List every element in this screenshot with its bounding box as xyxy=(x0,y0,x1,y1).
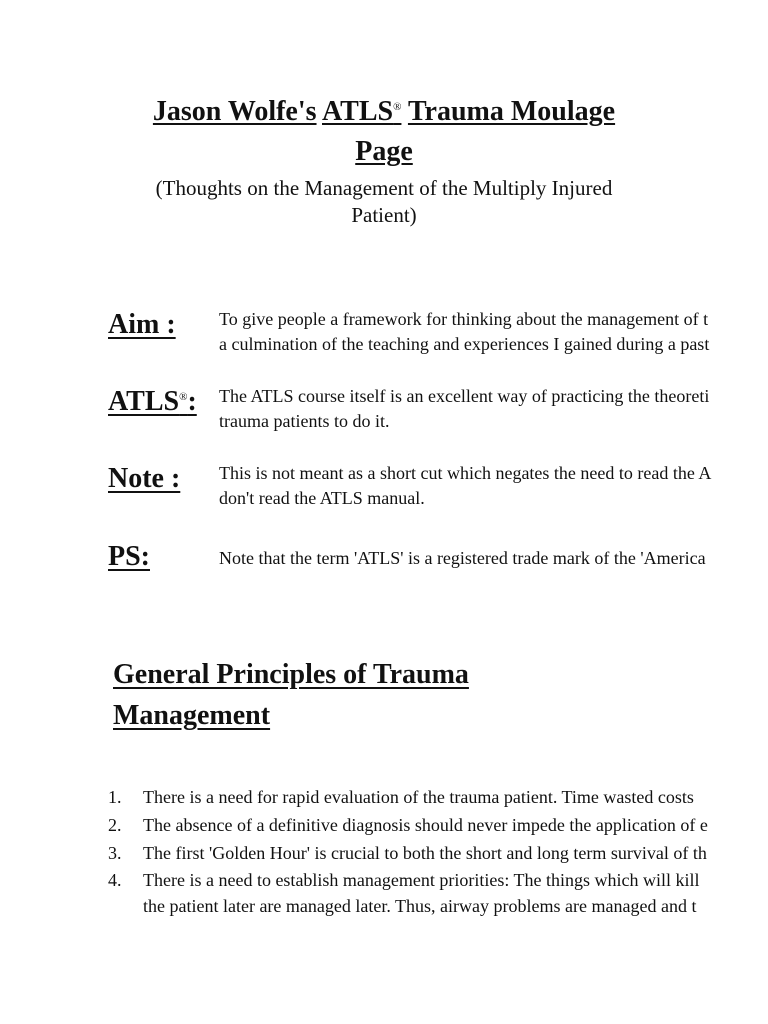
list-number: 2. xyxy=(108,815,122,835)
title-part-2: ATLS® xyxy=(322,96,402,127)
list-text: The first 'Golden Hour' is crucial to both the short and long term survival of th xyxy=(143,843,707,863)
page-subtitle xyxy=(0,175,768,229)
title-part-4: Page xyxy=(355,136,413,167)
list-text: There is a need to establish management priorities: The things which will kill xyxy=(143,870,700,890)
text-atls xyxy=(219,384,709,434)
registered-mark: ® xyxy=(179,391,188,403)
section-heading-line-1: General Principles of Trauma xyxy=(113,659,469,690)
text-atls-line-1: The ATLS course itself is an excellent way of practicing the theoreti xyxy=(219,386,710,406)
page-title xyxy=(0,96,768,128)
text-aim-line-1: To give people a framework for thinking about the management of t xyxy=(219,309,709,329)
label-ps: PS: xyxy=(108,541,150,572)
registered-mark: ® xyxy=(393,101,402,113)
list-text: There is a need for rapid evaluation of the trauma patient. Time wasted costs xyxy=(143,787,694,807)
text-aim xyxy=(219,307,709,357)
list-number: 4. xyxy=(108,870,122,890)
title-part-3: Trauma Moulage xyxy=(407,96,616,127)
text-note-line-1: This is not meant as a short cut which negates the need to read the A xyxy=(219,463,712,483)
text-note-line-2: don't read the ATLS manual. xyxy=(219,488,425,508)
label-atls: ATLS®: xyxy=(108,386,197,417)
section-heading xyxy=(113,654,469,736)
label-note: Note : xyxy=(108,463,181,494)
text-aim-line-2: a culmination of the teaching and experiences I gained during a past xyxy=(219,334,710,354)
list-text: The absence of a definitive diagnosis should never impede the application of e xyxy=(143,815,708,835)
page-title-line-2 xyxy=(0,136,768,168)
subtitle-line-1: (Thoughts on the Management of the Multiply Injured xyxy=(155,176,613,200)
title-part-1: Jason Wolfe's xyxy=(152,96,317,127)
label-aim: Aim : xyxy=(108,309,176,340)
text-note xyxy=(219,461,711,511)
list-number: 3. xyxy=(108,843,122,863)
section-heading-line-2: Management xyxy=(113,700,271,731)
list-text: the patient later are managed later. Thus, airway problems are managed and t xyxy=(143,896,697,916)
list-number: 1. xyxy=(108,787,122,807)
subtitle-line-2: Patient) xyxy=(351,203,417,227)
text-ps-line-1: Note that the term 'ATLS' is a registered trade mark of the 'America xyxy=(219,548,706,568)
text-atls-line-2: trauma patients to do it. xyxy=(219,411,390,431)
text-ps xyxy=(219,546,706,571)
